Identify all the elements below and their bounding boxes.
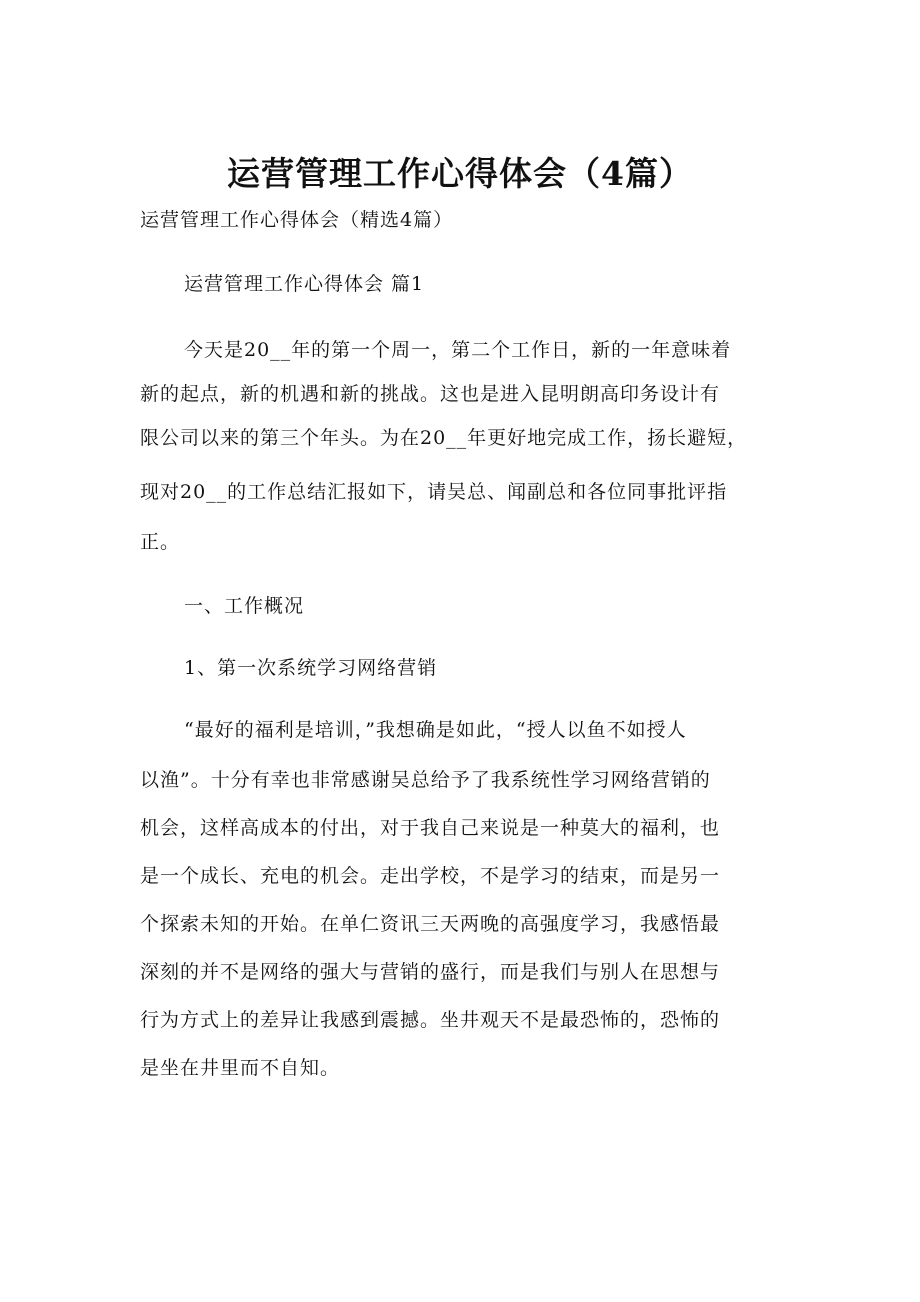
paragraph-line: 今天是20__年的第一个周一，第二个工作日，新的一年意味着 xyxy=(184,339,732,361)
paragraph-line: 深刻的并不是网络的强大与营销的盛行，而是我们与别人在思想与 xyxy=(140,961,721,983)
paragraph-line: “最好的福利是培训，”我想确是如此，“授人以鱼不如授人 xyxy=(184,719,687,741)
paragraph-line: 现对20__的工作总结汇报如下，请吴总、闻副总和各位同事批评指 xyxy=(140,481,728,503)
paragraph-line: 是坐在井里而不自知。 xyxy=(140,1057,341,1079)
paragraph-line: 限公司以来的第三个年头。为在20__年更好地完成工作，扬长避短， xyxy=(140,427,748,449)
paragraph-line: 正。 xyxy=(140,531,181,553)
paragraph-line: 机会，这样高成本的付出，对于我自己来说是一种莫大的福利，也 xyxy=(140,817,721,839)
section-heading: 运营管理工作心得体会 篇1 xyxy=(184,273,425,295)
document-subtitle: 运营管理工作心得体会（精选4篇） xyxy=(140,209,454,231)
paragraph-line: 新的起点，新的机遇和新的挑战。这也是进入昆明朗高印务设计有 xyxy=(140,383,721,405)
paragraph-line: 以渔”。十分有幸也非常感谢吴总给予了我系统性学习网络营销的 xyxy=(140,769,711,791)
heading-work-overview: 一、工作概况 xyxy=(184,595,305,617)
paragraph-line: 个探索未知的开始。在单仁资讯三天两晚的高强度学习，我感悟最 xyxy=(140,913,721,935)
document-title: 运营管理工作心得体会（4篇） xyxy=(227,154,693,193)
paragraph-line: 是一个成长、充电的机会。走出学校，不是学习的结束，而是另一 xyxy=(140,865,721,887)
paragraph-line: 行为方式上的差异让我感到震撼。坐井观天不是最恐怖的，恐怖的 xyxy=(140,1009,721,1031)
heading-network-marketing: 1、第一次系统学习网络营销 xyxy=(184,657,438,679)
